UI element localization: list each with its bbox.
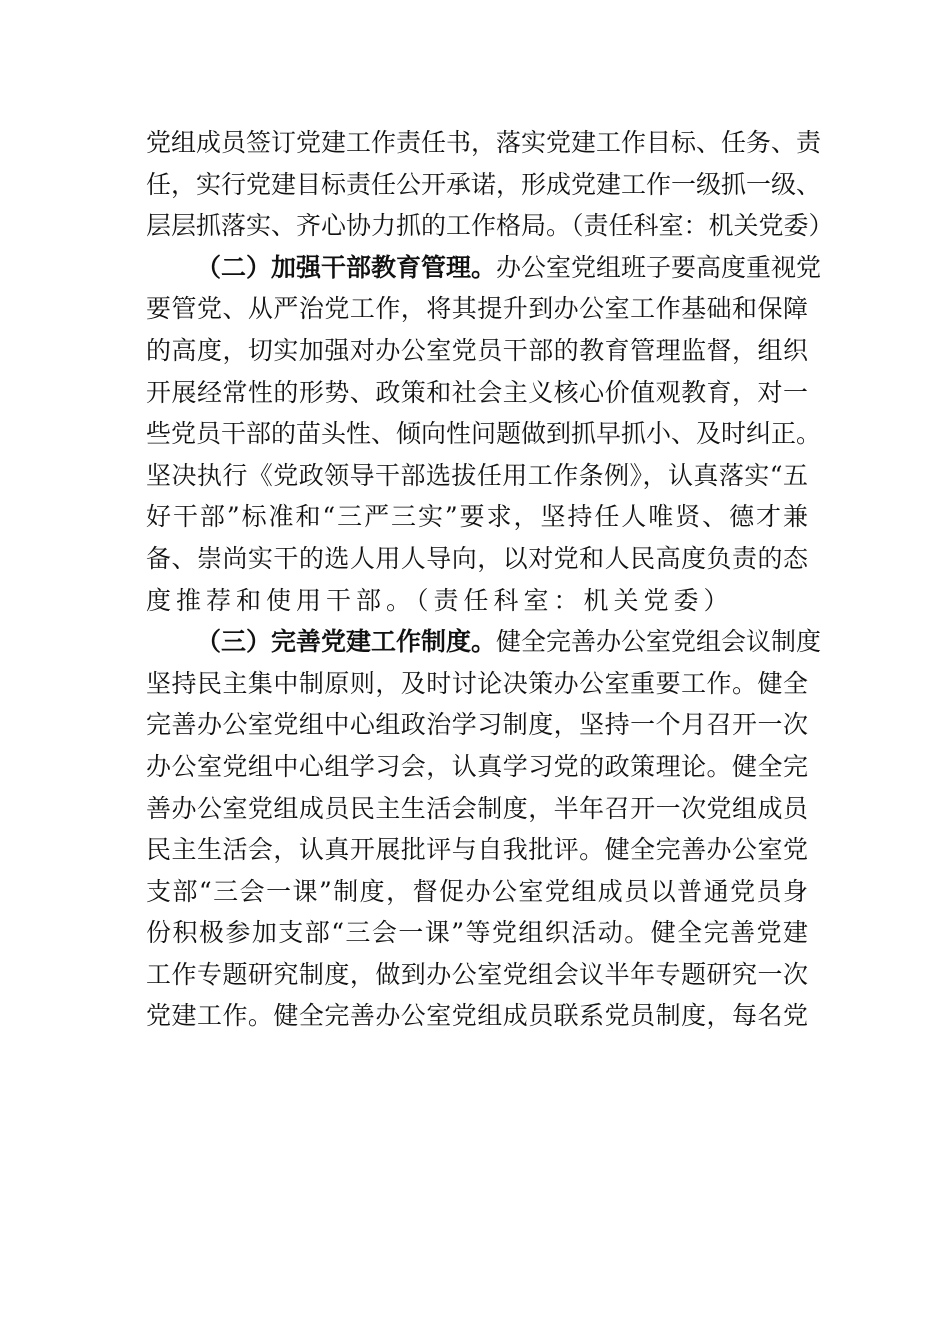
document-body (146, 122, 834, 1037)
text-line: 坚持民主集中制原则，及时讨论决策办公室重要工作。健全 (146, 668, 808, 698)
text-line: 坚决执行《党政领导干部选拔任用工作条例》，认真落实“五 (146, 460, 808, 490)
text-line: 份积极参加支部“三会一课”等党组织活动。健全完善党建 (146, 918, 808, 948)
text-line: 的高度，切实加强对办公室党员干部的教育管理监督，组织 (146, 335, 808, 365)
text-line: 些党员干部的苗头性、倾向性问题做到抓早抓小、及时纠正。 (146, 419, 822, 449)
text-line: 完善办公室党组中心组政治学习制度，坚持一个月召开一次 (146, 710, 808, 740)
text-line: 要管党、从严治党工作，将其提升到办公室工作基础和保障 (146, 294, 808, 324)
text-line: 层层抓落实、齐心协力抓的工作格局。（责任科室：机关党委） (146, 211, 834, 241)
text-line: 开展经常性的形势、政策和社会主义核心价值观教育，对一 (146, 377, 808, 407)
section-heading: （二）加强干部教育管理。 (196, 252, 497, 282)
paragraph-text: 健全完善办公室党组会议制度 (496, 627, 822, 657)
text-line: 党组成员签订党建工作责任书，落实党建工作目标、任务、责 (146, 128, 822, 157)
text-line: 善办公室党组成员民主生活会制度，半年召开一次党组成员 (146, 793, 808, 823)
text-line: 工作专题研究制度，做到办公室党组会议半年专题研究一次 (146, 959, 808, 989)
text-line: 备、崇尚实干的选人用人导向，以对党和人民高度负责的态 (146, 543, 808, 573)
paragraph-text: 办公室党组班子要高度重视党 (496, 252, 822, 282)
text-line (146, 621, 822, 663)
text-line: 民主生活会，认真开展批评与自我批评。健全完善办公室党 (146, 835, 808, 865)
text-line: 办公室党组中心组学习会，认真学习党的政策理论。健全完 (146, 751, 808, 781)
text-line: 支部“三会一课”制度，督促办公室党组成员以普通党员身 (146, 876, 808, 906)
text-line: 好干部”标准和“三严三实”要求，坚持任人唯贤、德才兼 (146, 502, 808, 532)
text-line: 任，实行党建目标责任公开承诺，形成党建工作一级抓一级、 (146, 169, 822, 199)
section-heading: （三）完善党建工作制度。 (196, 627, 497, 657)
text-line (146, 247, 822, 289)
text-line: 度推荐和使用干部。（责任科室：机关党委） (146, 585, 734, 615)
text-line: 党建工作。健全完善办公室党组成员联系党员制度，每名党 (146, 1001, 808, 1031)
